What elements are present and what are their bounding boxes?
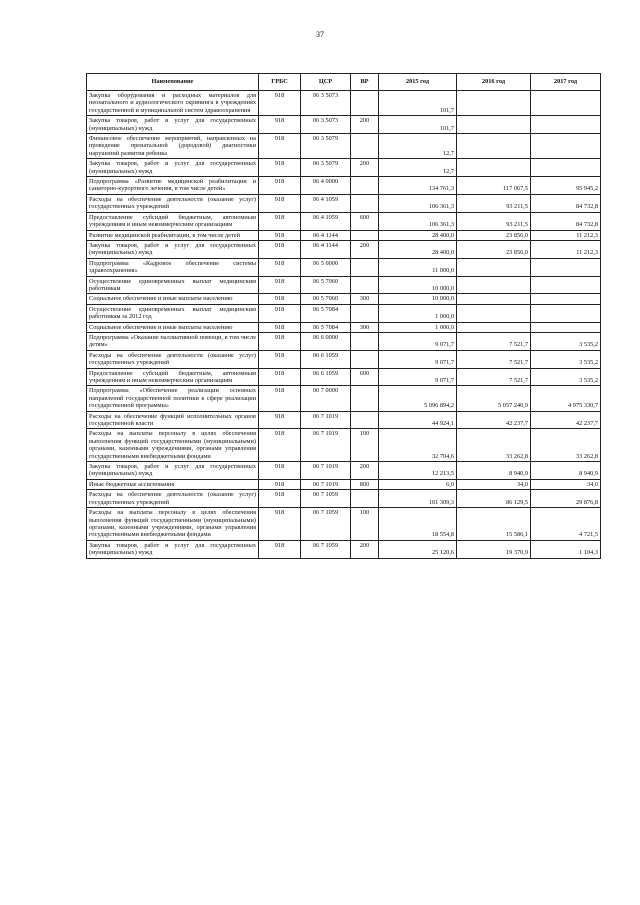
- row-vr-cell: [351, 230, 379, 240]
- table-row: [87, 294, 601, 304]
- table-row: [87, 240, 601, 258]
- table-row: [87, 159, 601, 177]
- row-2015-cell: 9 071,7: [379, 332, 457, 350]
- row-name-cell: Осуществление единовременных выплат медицинским работникам за 2012 год: [87, 304, 259, 322]
- row-2017-cell: 42 237,7: [531, 411, 601, 429]
- header-2017: 2017 год: [531, 74, 601, 91]
- row-grbs-cell: 918: [259, 332, 301, 350]
- header-2015: 2015 год: [379, 74, 457, 91]
- table-row: [87, 276, 601, 294]
- row-2016-cell: 93 211,5: [457, 212, 531, 230]
- row-csr-cell: 06 6 1059: [301, 350, 351, 368]
- page-number: 37: [316, 30, 324, 39]
- table-row: [87, 490, 601, 508]
- row-vr-cell: [351, 134, 379, 159]
- row-2016-cell: 117 067,5: [457, 177, 531, 195]
- row-2017-cell: 11 212,3: [531, 230, 601, 240]
- row-2016-cell: 86 129,5: [457, 490, 531, 508]
- table-row: [87, 429, 601, 462]
- row-vr-cell: [351, 411, 379, 429]
- row-2017-cell: 84 732,8: [531, 194, 601, 212]
- row-2017-cell: [531, 91, 601, 116]
- table-row: [87, 508, 601, 541]
- row-grbs-cell: 918: [259, 479, 301, 489]
- row-name-cell: Закупка товаров, работ и услуг для государственных (муниципальных) нужд: [87, 116, 259, 134]
- row-2016-cell: 19 370,9: [457, 540, 531, 558]
- table-row: [87, 462, 601, 480]
- row-2016-cell: [457, 294, 531, 304]
- row-vr-cell: 200: [351, 159, 379, 177]
- budget-table-container: [86, 73, 600, 559]
- row-2017-cell: [531, 276, 601, 294]
- row-2017-cell: 3 535,2: [531, 332, 601, 350]
- row-grbs-cell: 918: [259, 540, 301, 558]
- row-csr-cell: 06 5 7084: [301, 304, 351, 322]
- row-grbs-cell: 918: [259, 276, 301, 294]
- table-row: [87, 116, 601, 134]
- row-csr-cell: 06 6 1059: [301, 368, 351, 386]
- row-2017-cell: 1 104,3: [531, 540, 601, 558]
- row-2016-cell: [457, 276, 531, 294]
- row-2015-cell: 12,7: [379, 159, 457, 177]
- row-csr-cell: 06 3 5073: [301, 116, 351, 134]
- row-name-cell: Подпрограмма «Оказание паллиативной помощи, в том числе детям»: [87, 332, 259, 350]
- row-2015-cell: 11 000,0: [379, 258, 457, 276]
- row-csr-cell: 06 7 1019: [301, 429, 351, 462]
- row-2015-cell: 1 000,0: [379, 322, 457, 332]
- row-grbs-cell: 918: [259, 350, 301, 368]
- row-name-cell: Подпрограмма «Развитие медицинской реабилитации и санаторно-курортного лечения, в том числе детей»: [87, 177, 259, 195]
- table-row: [87, 332, 601, 350]
- header-2016: 2016 год: [457, 74, 531, 91]
- row-vr-cell: [351, 91, 379, 116]
- row-csr-cell: 06 5 7060: [301, 276, 351, 294]
- budget-table: [86, 73, 601, 559]
- row-csr-cell: 06 7 1019: [301, 479, 351, 489]
- row-2015-cell: 25 120,6: [379, 540, 457, 558]
- row-vr-cell: [351, 194, 379, 212]
- row-vr-cell: [351, 177, 379, 195]
- row-2017-cell: [531, 258, 601, 276]
- row-grbs-cell: 918: [259, 411, 301, 429]
- row-2015-cell: 1 000,0: [379, 304, 457, 322]
- row-grbs-cell: 918: [259, 134, 301, 159]
- row-2016-cell: 8 940,9: [457, 462, 531, 480]
- row-2017-cell: 3 535,2: [531, 350, 601, 368]
- table-row: [87, 194, 601, 212]
- row-2016-cell: 23 856,0: [457, 230, 531, 240]
- row-grbs-cell: 918: [259, 258, 301, 276]
- row-name-cell: Предоставление субсидий бюджетным, автономным учреждениям и иным некоммерческим организациям: [87, 212, 259, 230]
- row-csr-cell: 06 7 1019: [301, 462, 351, 480]
- row-csr-cell: 06 7 1019: [301, 411, 351, 429]
- row-vr-cell: 200: [351, 240, 379, 258]
- row-2016-cell: 23 856,0: [457, 240, 531, 258]
- row-vr-cell: 200: [351, 462, 379, 480]
- row-csr-cell: 06 7 0000: [301, 386, 351, 411]
- table-row: [87, 212, 601, 230]
- row-2015-cell: 10 000,0: [379, 276, 457, 294]
- row-vr-cell: 200: [351, 116, 379, 134]
- row-vr-cell: 600: [351, 368, 379, 386]
- row-vr-cell: 800: [351, 479, 379, 489]
- row-grbs-cell: 918: [259, 159, 301, 177]
- row-csr-cell: 06 4 1059: [301, 194, 351, 212]
- row-grbs-cell: 918: [259, 116, 301, 134]
- row-2015-cell: 5 096 894,2: [379, 386, 457, 411]
- row-vr-cell: [351, 276, 379, 294]
- row-name-cell: Расходы на обеспечение деятельности (оказание услуг) государственных учреждений: [87, 194, 259, 212]
- row-2015-cell: 28 400,0: [379, 230, 457, 240]
- row-2015-cell: 134 761,3: [379, 177, 457, 195]
- row-2016-cell: 93 211,5: [457, 194, 531, 212]
- row-2016-cell: [457, 304, 531, 322]
- row-name-cell: Закупка товаров, работ и услуг для государственных (муниципальных) нужд: [87, 462, 259, 480]
- row-2016-cell: 33 262,8: [457, 429, 531, 462]
- row-2016-cell: 5 057 240,9: [457, 386, 531, 411]
- row-2015-cell: 12 213,5: [379, 462, 457, 480]
- row-grbs-cell: 918: [259, 91, 301, 116]
- row-name-cell: Расходы на выплаты персоналу в целях обеспечения выполнения функций государственными (муниципальными) органами, казенными учреждениями, органами управления государственными внебюджетными фондами: [87, 508, 259, 541]
- row-grbs-cell: 918: [259, 462, 301, 480]
- row-2015-cell: 10 000,0: [379, 294, 457, 304]
- row-2017-cell: [531, 116, 601, 134]
- row-grbs-cell: 918: [259, 508, 301, 541]
- row-grbs-cell: 918: [259, 429, 301, 462]
- row-vr-cell: [351, 332, 379, 350]
- table-row: [87, 350, 601, 368]
- row-2016-cell: [457, 91, 531, 116]
- row-name-cell: Расходы на выплаты персоналу в целях обеспечения выполнения функций государственными (муниципальными) органами, казенными учреждениями, органами управления государственными внебюджетными фондами: [87, 429, 259, 462]
- row-grbs-cell: 918: [259, 212, 301, 230]
- header-csr: ЦСР: [301, 74, 351, 91]
- row-name-cell: Закупка товаров, работ и услуг для государственных (муниципальных) нужд: [87, 159, 259, 177]
- table-row: [87, 540, 601, 558]
- row-2017-cell: [531, 294, 601, 304]
- row-2017-cell: [531, 134, 601, 159]
- row-vr-cell: 300: [351, 294, 379, 304]
- row-name-cell: Развитие медицинской реабилитации, в том числе детей: [87, 230, 259, 240]
- row-csr-cell: 06 3 5073: [301, 91, 351, 116]
- table-row: [87, 304, 601, 322]
- row-2017-cell: 95 945,2: [531, 177, 601, 195]
- row-2016-cell: 42 237,7: [457, 411, 531, 429]
- row-csr-cell: 06 3 5079: [301, 134, 351, 159]
- row-2015-cell: 28 400,0: [379, 240, 457, 258]
- row-name-cell: Расходы на обеспечение деятельности (оказание услуг) государственных учреждений: [87, 350, 259, 368]
- row-csr-cell: 06 5 0000: [301, 258, 351, 276]
- row-name-cell: Предоставление субсидий бюджетным, автономным учреждениям и иным некоммерческим организациям: [87, 368, 259, 386]
- row-grbs-cell: 918: [259, 230, 301, 240]
- row-2017-cell: [531, 304, 601, 322]
- row-csr-cell: 06 4 1059: [301, 212, 351, 230]
- row-2016-cell: 15 586,1: [457, 508, 531, 541]
- row-2015-cell: 6,0: [379, 479, 457, 489]
- row-grbs-cell: 918: [259, 194, 301, 212]
- row-name-cell: Осуществление единовременных выплат медицинским работникам: [87, 276, 259, 294]
- row-2015-cell: 101,7: [379, 91, 457, 116]
- row-2017-cell: [531, 322, 601, 332]
- row-2017-cell: 33 262,8: [531, 429, 601, 462]
- row-csr-cell: 06 3 5079: [301, 159, 351, 177]
- row-csr-cell: 06 4 1144: [301, 230, 351, 240]
- row-2016-cell: 7 521,7: [457, 368, 531, 386]
- row-grbs-cell: 918: [259, 322, 301, 332]
- row-vr-cell: 100: [351, 508, 379, 541]
- row-name-cell: Закупка товаров, работ и услуг для государственных (муниципальных) нужд: [87, 240, 259, 258]
- row-2015-cell: 9 071,7: [379, 368, 457, 386]
- row-grbs-cell: 918: [259, 294, 301, 304]
- row-2016-cell: [457, 258, 531, 276]
- row-2015-cell: 18 554,8: [379, 508, 457, 541]
- header-grbs: ГРБС: [259, 74, 301, 91]
- row-vr-cell: [351, 258, 379, 276]
- row-2017-cell: 4 721,5: [531, 508, 601, 541]
- table-row: [87, 258, 601, 276]
- row-grbs-cell: 918: [259, 368, 301, 386]
- row-grbs-cell: 918: [259, 240, 301, 258]
- row-grbs-cell: 918: [259, 304, 301, 322]
- row-2015-cell: 101,7: [379, 116, 457, 134]
- row-name-cell: Расходы на обеспечение деятельности (оказание услуг) государственных учреждений: [87, 490, 259, 508]
- row-name-cell: Финансовое обеспечение мероприятий, направленных на проведение пренатальной (дородовой) диагностики нарушений развития ребенка: [87, 134, 259, 159]
- row-csr-cell: 06 7 1059: [301, 508, 351, 541]
- row-name-cell: Расходы на обеспечение функций исполнительных органов государственной власти: [87, 411, 259, 429]
- header-vr: ВР: [351, 74, 379, 91]
- row-csr-cell: 06 4 0000: [301, 177, 351, 195]
- table-row: [87, 411, 601, 429]
- table-row: [87, 368, 601, 386]
- row-vr-cell: 100: [351, 429, 379, 462]
- row-vr-cell: 600: [351, 212, 379, 230]
- row-2015-cell: 12,7: [379, 134, 457, 159]
- row-vr-cell: [351, 304, 379, 322]
- row-2015-cell: 44 924,1: [379, 411, 457, 429]
- table-row: [87, 230, 601, 240]
- row-2017-cell: 34,0: [531, 479, 601, 489]
- row-2017-cell: 4 975 330,7: [531, 386, 601, 411]
- table-row: [87, 322, 601, 332]
- table-body: [87, 91, 601, 559]
- row-grbs-cell: 918: [259, 177, 301, 195]
- row-2016-cell: [457, 134, 531, 159]
- header-name: Наименование: [87, 74, 259, 91]
- row-2016-cell: 7 521,7: [457, 332, 531, 350]
- row-2017-cell: [531, 159, 601, 177]
- row-2015-cell: 106 361,3: [379, 212, 457, 230]
- row-2015-cell: 9 071,7: [379, 350, 457, 368]
- row-name-cell: Подпрограмма «Кадровое обеспечение системы здравоохранения»: [87, 258, 259, 276]
- row-name-cell: Социальное обеспечение и иные выплаты населению: [87, 294, 259, 304]
- row-vr-cell: 200: [351, 540, 379, 558]
- row-name-cell: Социальное обеспечение и иные выплаты населению: [87, 322, 259, 332]
- row-grbs-cell: 918: [259, 386, 301, 411]
- row-name-cell: Закупка оборудования и расходных материалов для неонатального и аудиологического скрининга в учреждениях государственной и муниципальной систем здравоохранения: [87, 91, 259, 116]
- row-2016-cell: [457, 159, 531, 177]
- row-2016-cell: [457, 116, 531, 134]
- row-2016-cell: 7 521,7: [457, 350, 531, 368]
- row-name-cell: Закупка товаров, работ и услуг для государственных (муниципальных) нужд: [87, 540, 259, 558]
- row-2016-cell: 34,0: [457, 479, 531, 489]
- row-csr-cell: 06 4 1144: [301, 240, 351, 258]
- row-2015-cell: 106 361,3: [379, 194, 457, 212]
- row-csr-cell: 06 5 7084: [301, 322, 351, 332]
- row-2017-cell: 84 732,8: [531, 212, 601, 230]
- table-header-row: [87, 74, 601, 91]
- row-csr-cell: 06 5 7060: [301, 294, 351, 304]
- row-2015-cell: 101 309,3: [379, 490, 457, 508]
- row-vr-cell: 300: [351, 322, 379, 332]
- row-2016-cell: [457, 322, 531, 332]
- row-2017-cell: 11 212,3: [531, 240, 601, 258]
- table-row: [87, 479, 601, 489]
- table-row: [87, 386, 601, 411]
- table-row: [87, 177, 601, 195]
- row-grbs-cell: 918: [259, 490, 301, 508]
- row-vr-cell: [351, 490, 379, 508]
- row-csr-cell: 06 7 1059: [301, 490, 351, 508]
- row-2017-cell: 29 876,8: [531, 490, 601, 508]
- row-2017-cell: 3 535,2: [531, 368, 601, 386]
- row-csr-cell: 06 6 0000: [301, 332, 351, 350]
- row-2015-cell: 32 704,6: [379, 429, 457, 462]
- row-vr-cell: [351, 350, 379, 368]
- row-name-cell: Иные бюджетные ассигнования: [87, 479, 259, 489]
- table-row: [87, 134, 601, 159]
- row-csr-cell: 06 7 1059: [301, 540, 351, 558]
- table-row: [87, 91, 601, 116]
- row-name-cell: Подпрограмма «Обеспечение реализации основных направлений государственной политики в сфере реализации государственной программы»: [87, 386, 259, 411]
- row-2017-cell: 8 940,9: [531, 462, 601, 480]
- row-vr-cell: [351, 386, 379, 411]
